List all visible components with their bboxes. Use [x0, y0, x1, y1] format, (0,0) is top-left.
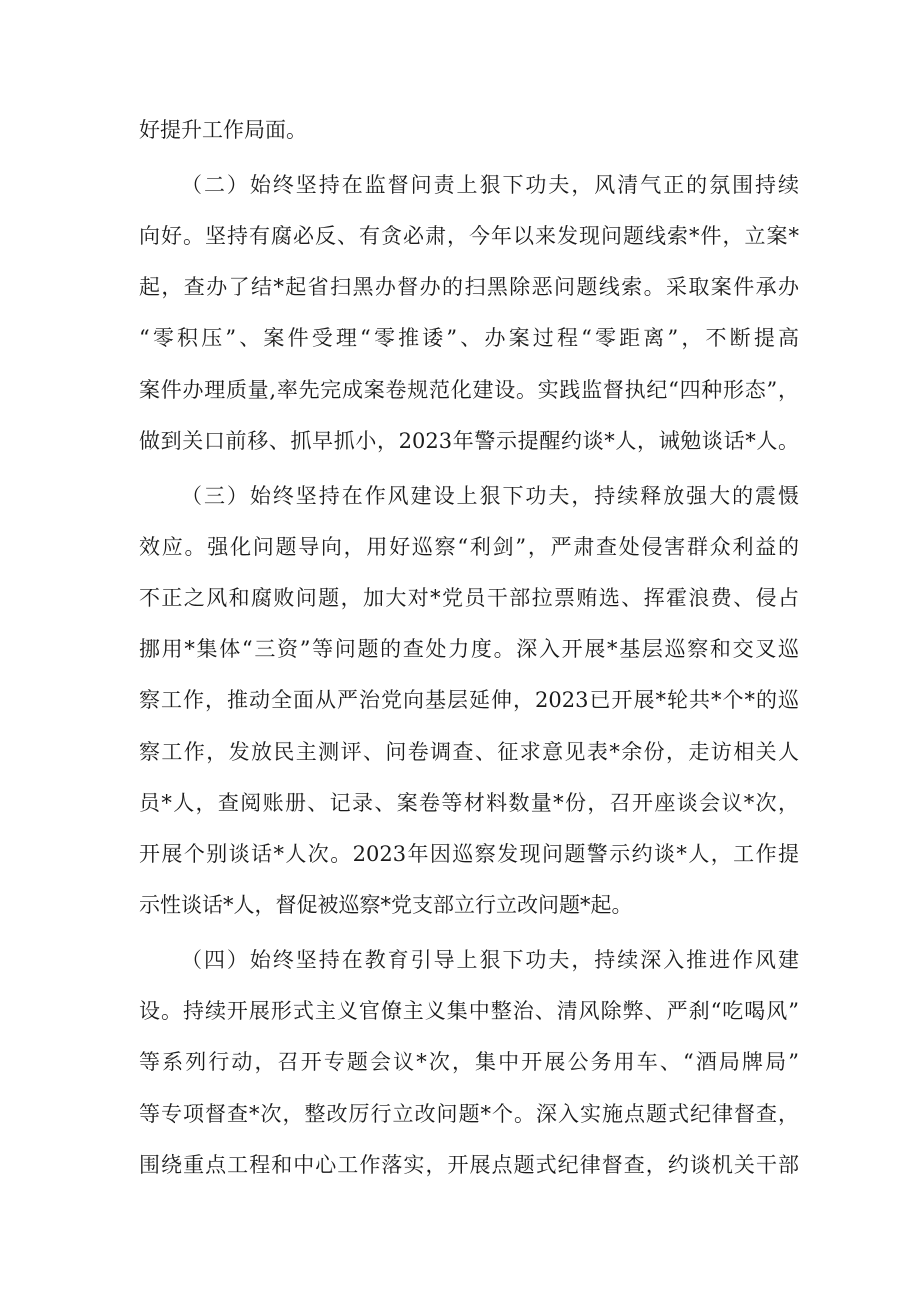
section-heading-4: （四）始终坚持在教育引导上狠下功夫，持续深入推进作风建	[181, 948, 799, 972]
text-line: 案件办理质量,率先完成案卷规范化建设。实践监督执纪“四种形态”，	[139, 378, 799, 402]
text-line: 效应。强化问题导向，用好巡察“利剑”，严肃查处侵害群众利益的	[139, 535, 799, 559]
text-line: 不正之风和腐败问题，加大对*党员干部拉票贿选、挥霍浪费、侵占	[139, 586, 799, 610]
text-line: “零积压”、案件受理“零推诿”、办案过程“零距离”，不断提高	[139, 326, 799, 350]
text-line: 示性谈话*人，督促被巡察*党支部立行立改问题*起。	[139, 893, 633, 917]
text-line: 好提升工作局面。	[139, 118, 307, 142]
text-line: 起，查办了结*起省扫黑办督办的扫黑除恶问题线索。采取案件承办	[139, 275, 799, 299]
text-line: 等系列行动，召开专题会议*次，集中开展公务用车、“酒局牌局”	[139, 1050, 799, 1074]
text-line: 设。持续开展形式主义官僚主义集中整治、清风除弊、严刹“吃喝风”	[139, 999, 799, 1023]
text-line: 察工作，推动全面从严治党向基层延伸，2023已开展*轮共*个*的巡	[139, 688, 799, 712]
text-line: 员*人，查阅账册、记录、案卷等材料数量*份，召开座谈会议*次，	[139, 791, 799, 815]
text-line: 挪用*集体“三资”等问题的查处力度。深入开展*基层巡察和交叉巡	[139, 637, 799, 661]
text-line: 做到关口前移、抓早抓小，2023年警示提醒约谈*人，诫勉谈话*人。	[139, 429, 799, 453]
text-line: 等专项督查*次，整改厉行立改问题*个。深入实施点题式纪律督查，	[139, 1102, 799, 1126]
text-line: 向好。坚持有腐必反、有贪必肃，今年以来发现问题线索*件，立案*	[139, 224, 799, 248]
section-heading-3: （三）始终坚持在作风建设上狠下功夫，持续释放强大的震慑	[181, 484, 799, 508]
text-line: 围绕重点工程和中心工作落实，开展点题式纪律督查，约谈机关干部	[139, 1153, 799, 1177]
section-heading-2: （二）始终坚持在监督问责上狠下功夫，风清气正的氛围持续	[181, 173, 799, 197]
text-line: 开展个别谈话*人次。2023年因巡察发现问题警示约谈*人，工作提	[139, 842, 799, 866]
text-line: 察工作，发放民主测评、问卷调查、征求意见表*余份，走访相关人	[139, 740, 799, 764]
